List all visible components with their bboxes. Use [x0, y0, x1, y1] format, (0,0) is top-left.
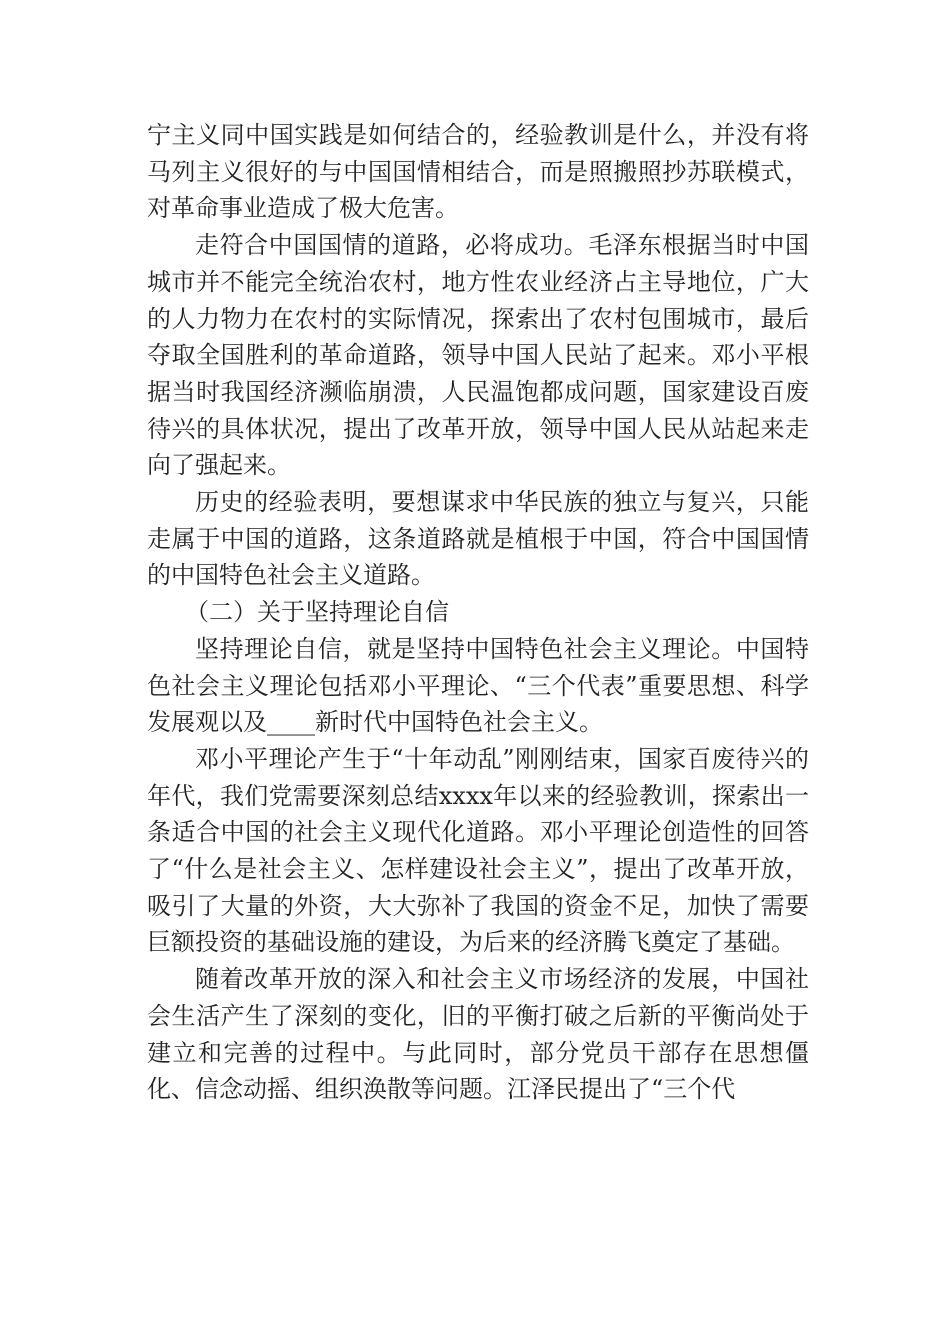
section-heading: （二）关于坚持理论自信 — [185, 598, 449, 627]
paragraph-road-success: 走符合中国国情的道路，必将成功。毛泽东根据当时中国城市并不能完全统治农村，地方性农业经济占主导地位，广大的人力物力在农村的实际情况，探索出了农村包围城市，最后夺取全国胜利的革命道路，领导中国人民站了起来。邓小平根据当时我国经济濒临崩溃，人民温饱都成问题，国家建设百废待兴的具体状况，提出了改革开放，领导中国人民从站起来走向了强起来。 — [147, 231, 809, 480]
paragraph-reform-deepening: 随着改革开放的深入和社会主义市场经济的发展，中国社会生活产生了深刻的变化，旧的平衡打破之后新的平衡尚处于建立和完善的过程中。与此同时，部分党员干部存在思想僵化、信念动摇、组织涣散等问题。江泽民提出了“三个代 — [147, 965, 809, 1104]
paragraph-continuation: 宁主义同中国实践是如何结合的，经验教训是什么，并没有将马列主义很好的与中国国情相结合，而是照搬照抄苏联模式，对革命事业造成了极大危害。 — [147, 121, 809, 223]
document-body — [147, 117, 809, 1108]
paragraph-historical-experience: 历史的经验表明，要想谋求中华民族的独立与复兴，只能走属于中国的道路，这条道路就是植根于中国，符合中国国情的中国特色社会主义道路。 — [147, 488, 809, 590]
paragraph-deng-theory: 邓小平理论产生于“十年动乱”刚刚结束，国家百废待兴的年代，我们党需要深刻总结xxxx年以来的经验教训，探索出一条适合中国的社会主义现代化道路。邓小平理论创造性的回答了“什么是社会主义、怎样建设社会主义”，提出了改革开放，吸引了大量的外资，大大弥补了我国的资金不足，加快了需要巨额投资的基础设施的建设，为后来的经济腾飞奠定了基础。 — [147, 744, 809, 957]
paragraph-theory-confidence: 坚持理论自信，就是坚持中国特色社会主义理论。中国特色社会主义理论包括邓小平理论、“三个代表”重要思想、科学发展观以及____新时代中国特色社会主义。 — [147, 634, 809, 737]
